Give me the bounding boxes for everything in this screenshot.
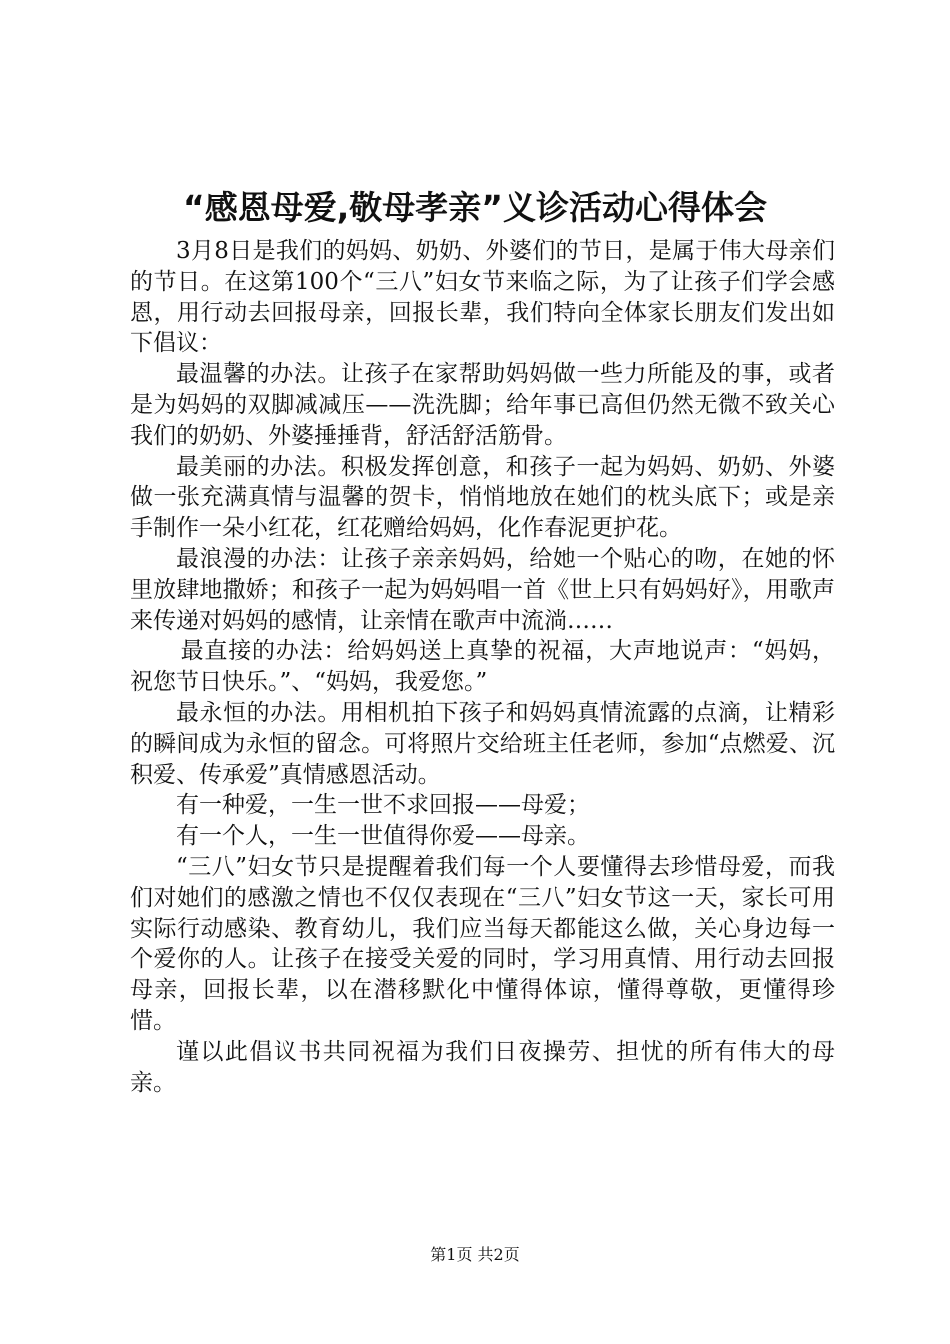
paragraph-womens-day: “三八”妇女节只是提醒着我们每一个人要懂得去珍惜母爱，而我们对她们的感激之情也不仅仅表现在“三八”妇女节这一天，家长可用实际行动感染、教育幼儿，我们应当每天都能这么做，关心身边每一个爱你的人。让孩子在接受关爱的同时，学习用真情、用行动去回报母亲，回报长辈，以在潜移默化中懂得体谅，懂得尊敬，更懂得珍惜。 xyxy=(130,853,835,1034)
paragraph-closing: 谨以此倡议书共同祝福为我们日夜操劳、担忧的所有伟大的母亲。 xyxy=(130,1038,835,1096)
paragraph-intro: 3月8日是我们的妈妈、奶奶、外婆们的节日，是属于伟大母亲们的节日。在这第100个“三八”妇女节来临之际，为了让孩子们学会感恩，用行动去回报母亲，回报长辈，我们特向全体家长朋友们发出如下倡议： xyxy=(130,238,835,357)
paragraph-motherly-love: 有一种爱，一生一世不求回报——母爱； xyxy=(176,792,590,819)
paragraph-mother: 有一个人，一生一世值得你爱——母亲。 xyxy=(176,823,590,850)
paragraph-most-eternal-way: 最永恒的办法。用相机拍下孩子和妈妈真情流露的点滴，让精彩的瞬间成为永恒的留念。可将照片交给班主任老师，参加“点燃爱、沉积爱、传承爱”真情感恩活动。 xyxy=(130,699,835,788)
paragraph-warmest-way: 最温馨的办法。让孩子在家帮助妈妈做一些力所能及的事，或者是为妈妈的双脚减减压——洗洗脚；给年事已高但仍然无微不致关心我们的奶奶、外婆捶捶背，舒活舒活筋骨。 xyxy=(130,361,835,449)
document-title: “感恩母爱,敬母孝亲”义诊活动心得体会 xyxy=(183,188,767,227)
page-number-footer: 第1页 共2页 xyxy=(430,1245,520,1264)
document-body xyxy=(130,236,835,1098)
paragraph-most-direct-way: 最直接的办法：给妈妈送上真挚的祝福，大声地说声：“妈妈，祝您节日快乐。”、“妈妈，我爱您。” xyxy=(130,638,835,696)
paragraph-most-beautiful-way: 最美丽的办法。积极发挥创意，和孩子一起为妈妈、奶奶、外婆做一张充满真情与温馨的贺卡，悄悄地放在她们的枕头底下；或是亲手制作一朵小红花，红花赠给妈妈，化作春泥更护花。 xyxy=(130,453,835,542)
paragraph-most-romantic-way: 最浪漫的办法：让孩子亲亲妈妈，给她一个贴心的吻，在她的怀里放肆地撒娇；和孩子一起为妈妈唱一首《世上只有妈妈好》，用歌声来传递对妈妈的感情，让亲情在歌声中流淌…… xyxy=(130,545,835,634)
